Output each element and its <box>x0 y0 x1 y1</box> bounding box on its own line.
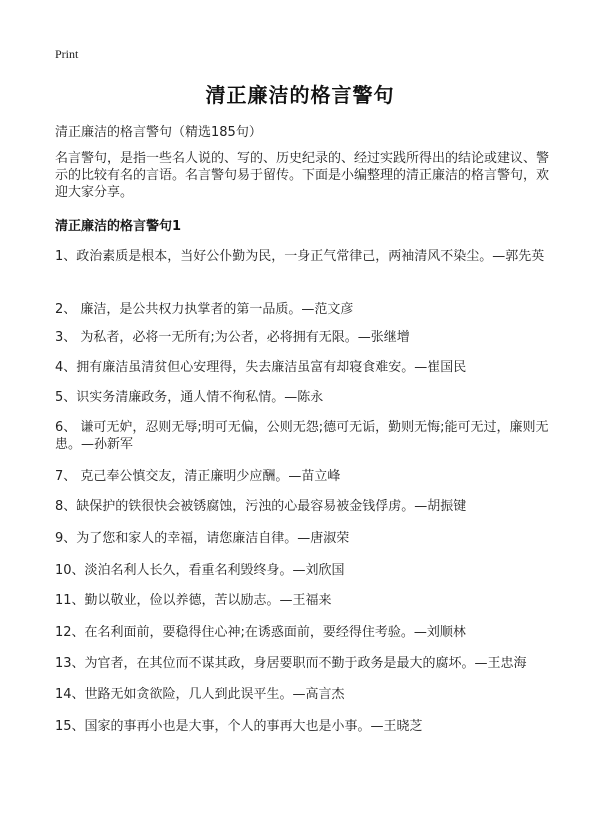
list-item: 12、在名利面前，要稳得住心神;在诱惑面前，要经得住考验。—刘顺林 <box>55 625 466 640</box>
section-heading: 清正廉洁的格言警句1 <box>55 219 182 234</box>
list-item: 4、拥有廉洁虽清贫但心安理得，失去廉洁虽富有却寝食难安。—崔国民 <box>55 360 467 375</box>
list-item: 11、勤以敬业，俭以养德，苦以励志。—王福来 <box>55 593 332 608</box>
list-item: 7、 克己奉公慎交友，清正廉明少应酬。—苗立峰 <box>55 469 341 484</box>
list-item: 5、识实务清廉政务，通人情不徇私情。—陈永 <box>55 390 324 405</box>
intro-paragraph: 名言警句，是指一些名人说的、写的、历史纪录的、经过实践所得出的结论或建议、警示的比较有名的言语。名言警句易于留传。下面是小编整理的清正廉洁的格言警句，欢迎大家分享。 <box>55 151 550 200</box>
list-item: 3、 为私者，必将一无所有;为公者，必将拥有无限。—张继增 <box>55 330 410 345</box>
list-item: 6、 谦可无妒，忍则无辱;明可无偏，公则无怨;德可无诟，勤则无悔;能可无过，廉则无患。—孙新军 <box>55 420 549 452</box>
list-item: 14、世路无如贪欲险，几人到此误平生。—高言杰 <box>55 687 345 702</box>
list-item: 13、为官者，在其位而不谋其政，身居要职而不勤于政务是最大的腐坏。—王忠海 <box>55 656 527 671</box>
print-label: Print <box>55 47 79 61</box>
page-title: 清正廉洁的格言警句 <box>205 83 395 107</box>
list-item: 8、缺保护的铁很快会被锈腐蚀，污浊的心最容易被金钱俘虏。—胡振键 <box>55 499 467 514</box>
list-item: 1、政治素质是根本，当好公仆勤为民，一身正气常律己，两袖清风不染尘。—郭先英 <box>55 249 545 264</box>
list-item: 2、 廉洁，是公共权力执掌者的第一品质。—范文彦 <box>55 302 354 317</box>
list-item: 10、淡泊名利人长久，看重名利毁终身。—刘欣国 <box>55 563 345 578</box>
document-subtitle: 清正廉洁的格言警句（精选185句） <box>55 125 262 140</box>
list-item: 15、国家的事再小也是大事，个人的事再大也是小事。—王晓芝 <box>55 719 423 734</box>
list-item: 9、为了您和家人的幸福，请您廉洁自律。—唐淑荣 <box>55 531 350 546</box>
